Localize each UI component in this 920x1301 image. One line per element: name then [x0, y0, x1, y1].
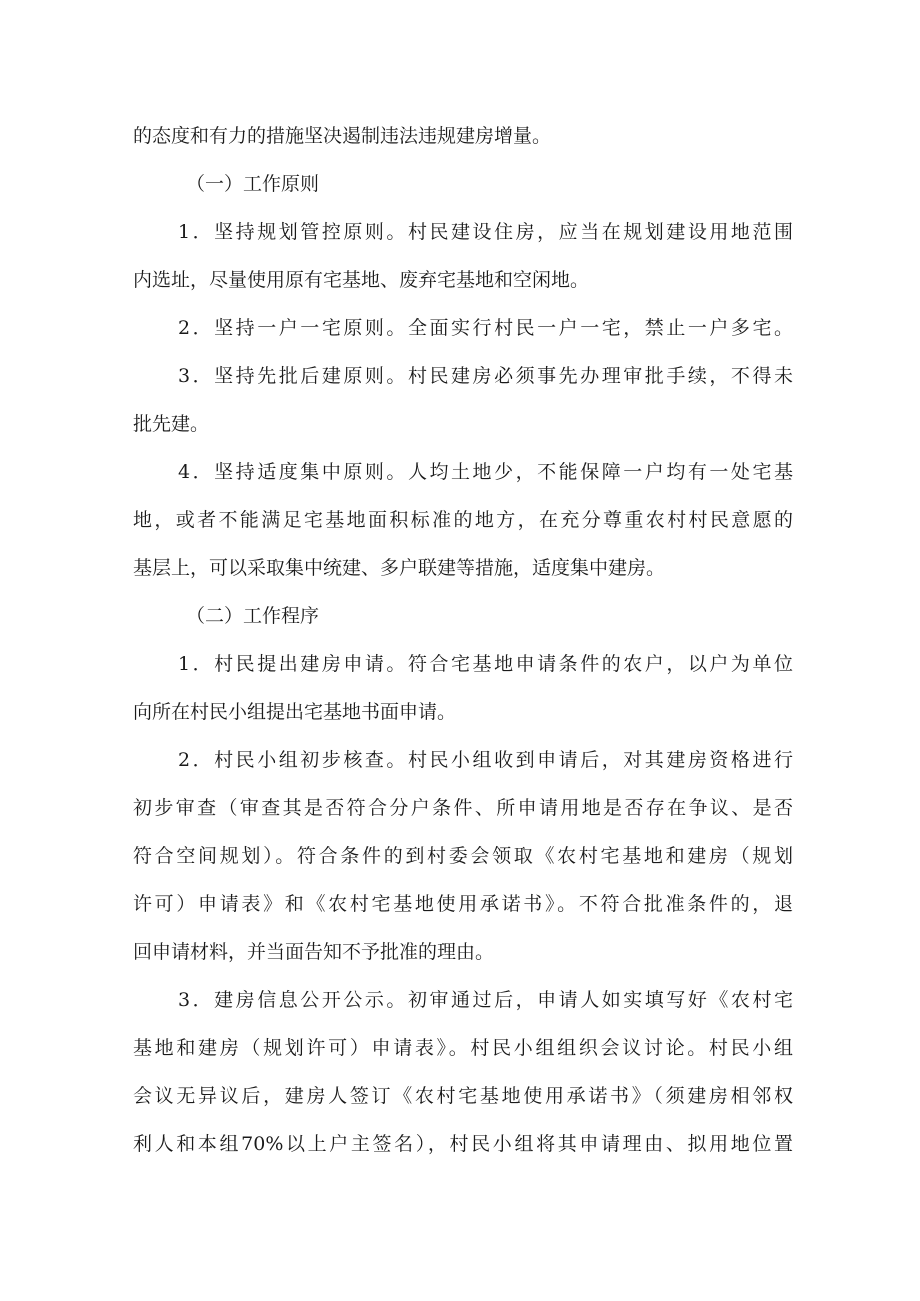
paragraph-line: 向所在村民小组提出宅基地书面申请。: [133, 701, 457, 723]
paragraph-line: 2．坚持一户一宅原则。全面实行村民一户一宅，禁止一户多宅。: [178, 317, 793, 339]
paragraph-line: 利人和本组70%以上户主签名），村民小组将其申请理由、拟用地位置: [133, 1133, 793, 1155]
paragraph-line: 的态度和有力的措施坚决遏制违法违规建房增量。: [133, 125, 552, 147]
paragraph-line: 地，或者不能满足宅基地面积标准的地方，在充分尊重农村村民意愿的: [133, 509, 793, 531]
paragraph-line: 基地和建房（规划许可）申请表》。村民小组组织会议讨论。村民小组: [133, 1037, 793, 1059]
paragraph-line: 4．坚持适度集中原则。人均土地少，不能保障一户均有一处宅基: [178, 461, 793, 483]
paragraph-line: 基层上，可以采取集中统建、多户联建等措施，适度集中建房。: [133, 557, 666, 579]
paragraph-line: 1．坚持规划管控原则。村民建设住房，应当在规划建设用地范围: [178, 221, 793, 243]
section-heading: （二）工作程序: [186, 605, 320, 627]
document-body: [133, 112, 793, 1168]
paragraph-line: 会议无异议后，建房人签订《农村宅基地使用承诺书》（须建房相邻权: [133, 1085, 793, 1107]
paragraph-line: 初步审查（审查其是否符合分户条件、所申请用地是否存在争议、是否: [133, 797, 793, 819]
paragraph-line: 1．村民提出建房申请。符合宅基地申请条件的农户，以户为单位: [178, 653, 793, 675]
paragraph-line: 3．建房信息公开公示。初审通过后，申请人如实填写好《农村宅: [178, 989, 793, 1011]
paragraph-line: 2．村民小组初步核查。村民小组收到申请后，对其建房资格进行: [178, 749, 793, 771]
paragraph-line: 符合空间规划）。符合条件的到村委会领取《农村宅基地和建房（规划: [133, 845, 793, 867]
paragraph-line: 许可）申请表》和《农村宅基地使用承诺书》。不符合批准条件的，退: [133, 893, 793, 915]
paragraph-line: 内选址，尽量使用原有宅基地、废弃宅基地和空闲地。: [133, 269, 590, 291]
paragraph-line: 回申请材料，并当面告知不予批准的理由。: [133, 941, 495, 963]
paragraph-line: 3．坚持先批后建原则。村民建房必须事先办理审批手续，不得未: [178, 365, 793, 387]
paragraph-line: 批先建。: [133, 413, 210, 435]
section-heading: （一）工作原则: [186, 173, 320, 195]
